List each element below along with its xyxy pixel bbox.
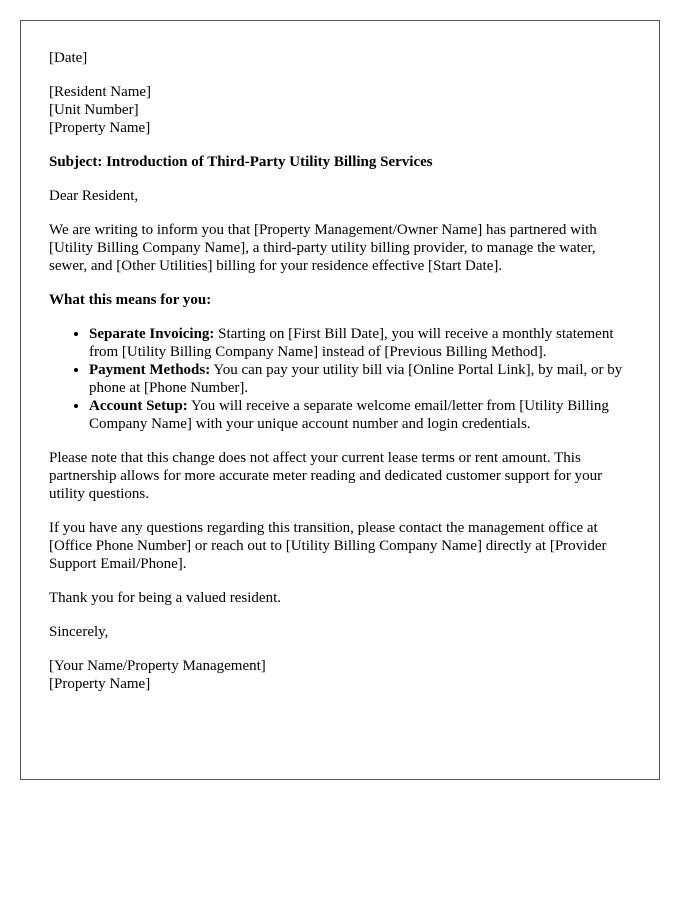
signature-name: [Your Name/Property Management] bbox=[49, 658, 266, 674]
thanks-line: Thank you for being a valued resident. bbox=[49, 590, 282, 606]
bullet-title: Account Setup: bbox=[89, 398, 188, 414]
bullet-text: Starting on [First Bill Date], you will receive a monthly statement from [Utility Billing Company Name] instead of [Previous Billing Method]. bbox=[89, 326, 614, 360]
recipient-unit: [Unit Number] bbox=[49, 102, 139, 118]
bullet-title: Separate Invoicing: bbox=[89, 326, 215, 342]
signature-block bbox=[49, 657, 631, 693]
closing-line: Sincerely, bbox=[49, 624, 109, 640]
note-paragraph: Please note that this change does not affect your current lease terms or rent amount. This partnership allows for more accurate meter reading and dedicated customer support for your utility questions. bbox=[49, 450, 603, 502]
intro-paragraph: We are writing to inform you that [Property Management/Owner Name] has partnered with [Utility Billing Company Name], a third-party utility billing provider, to manage the water, sewer, and [Other Utilities] billing for your residence effective [Start Date]. bbox=[49, 222, 597, 274]
recipient-name: [Resident Name] bbox=[49, 84, 152, 100]
bullet-text: You will receive a separate welcome email/letter from [Utility Billing Company Name] with your unique account number and login credentials. bbox=[89, 398, 609, 432]
letter-document bbox=[20, 20, 660, 780]
bullet-list bbox=[49, 325, 631, 433]
recipient-property: [Property Name] bbox=[49, 120, 151, 136]
list-item bbox=[89, 361, 631, 397]
section-heading: What this means for you: bbox=[49, 292, 212, 308]
list-item bbox=[89, 325, 631, 361]
bullet-title: Payment Methods: bbox=[89, 362, 211, 378]
salutation: Dear Resident, bbox=[49, 188, 139, 204]
signature-property: [Property Name] bbox=[49, 676, 151, 692]
list-item bbox=[89, 397, 631, 433]
bullet-text: You can pay your utility bill via [Online Portal Link], by mail, or by phone at [Phone Number]. bbox=[89, 362, 623, 396]
letter-subject: Subject: Introduction of Third-Party Utility Billing Services bbox=[49, 154, 433, 170]
contact-paragraph: If you have any questions regarding this transition, please contact the management office at [Office Phone Number] or reach out to [Utility Billing Company Name] directly at [Provider Support Email/Phone]. bbox=[49, 520, 607, 572]
letter-date: [Date] bbox=[49, 50, 88, 66]
recipient-address bbox=[49, 83, 631, 137]
